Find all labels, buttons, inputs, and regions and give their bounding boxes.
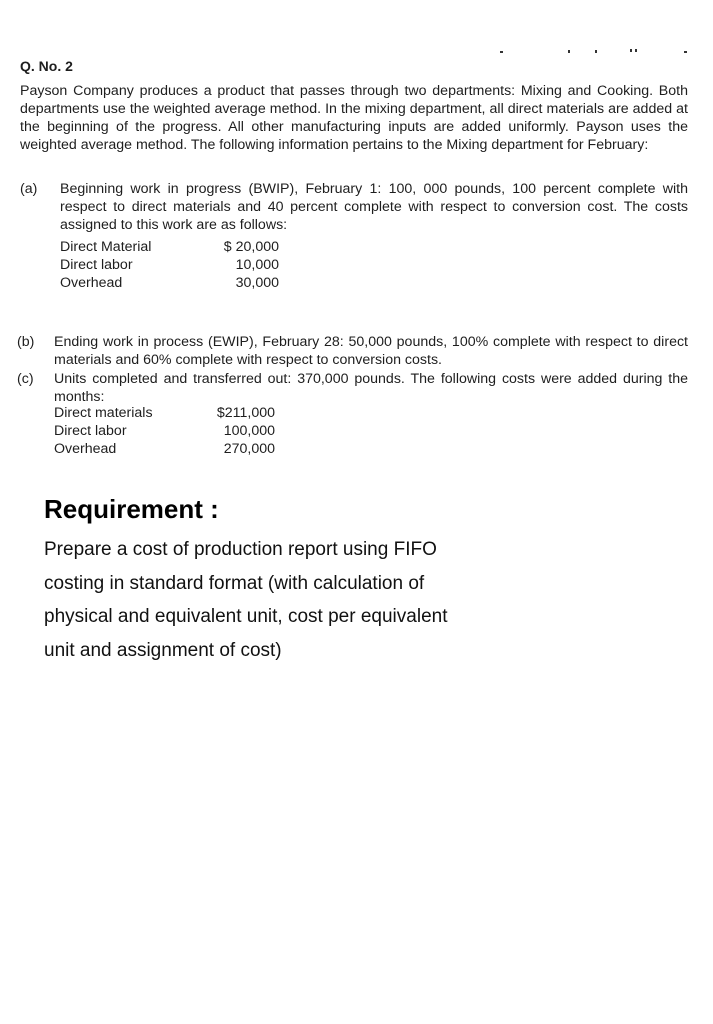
cost-value: 30,000 (235, 275, 279, 291)
cost-value: 270,000 (223, 441, 275, 457)
question-intro: Payson Company produces a product that passes through two departments: Mixing and Cooking. Both departments use the weighted average method. In the mixing department, all direct materials are added at the beginning of the progress. All other manufacturing inputs are added uniformly. Payson uses the weighted average method. The following information pertains to the Mixing department for February: (20, 83, 688, 153)
cost-label: Direct materials (54, 405, 153, 421)
cost-label: Direct labor (54, 423, 127, 439)
table-row (60, 238, 279, 256)
bwip-costs-table (60, 238, 279, 292)
cost-label: Overhead (54, 441, 117, 457)
item-b-text: Ending work in process (EWIP), February 28: 50,000 pounds, 100% complete with respect to direct materials and 60% complete with respect to conversion costs. (54, 334, 688, 368)
question-number: Q. No. 2 (20, 58, 73, 74)
cost-value: 100,000 (223, 423, 275, 439)
table-row (54, 422, 275, 440)
scan-artifact-marks (500, 48, 690, 56)
scanned-question-image (0, 0, 713, 500)
item-b-marker: (b) (17, 334, 35, 350)
table-row (60, 274, 279, 292)
requirement-heading: Requirement : (44, 494, 219, 524)
cost-label: Direct Material (60, 239, 152, 255)
added-costs-table (54, 404, 275, 458)
table-row (54, 440, 275, 458)
cost-value: $ 20,000 (223, 239, 279, 255)
table-row (60, 256, 279, 274)
cost-value: 10,000 (235, 257, 279, 273)
item-c-marker: (c) (17, 371, 34, 387)
item-c-text: Units completed and transferred out: 370,000 pounds. The following costs were added during the months: (54, 371, 688, 405)
cost-label: Overhead (60, 275, 123, 291)
item-a-marker: (a) (20, 181, 38, 197)
requirement-text: Prepare a cost of production report using FIFO costing in standard format (with calculation of physical and equivalent unit, cost per equivalent unit and assignment of cost) (44, 539, 448, 661)
cost-value: $211,000 (216, 405, 275, 421)
table-row (54, 404, 275, 422)
cost-label: Direct labor (60, 257, 133, 273)
item-a-text: Beginning work in progress (BWIP), February 1: 100, 000 pounds, 100 percent complete with respect to direct materials and 40 percent complete with respect to conversion cost. The costs assigned to this work are as follows: (60, 181, 688, 233)
